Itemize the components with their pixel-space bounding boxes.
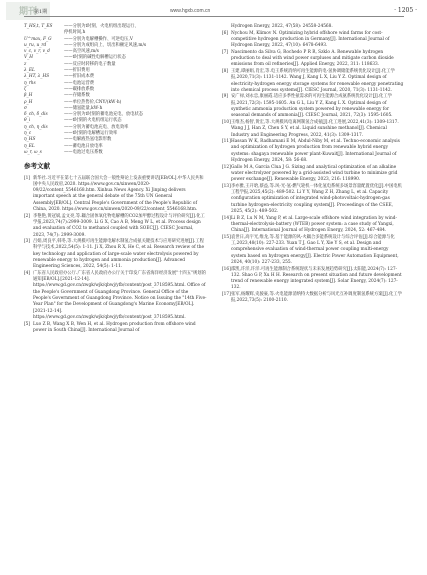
reference-number: [11]: [222, 139, 231, 145]
reference-number: [14]: [222, 215, 231, 221]
issue-label: 第1期: [34, 9, 48, 15]
reference-entry: [222, 94, 405, 119]
reference-list-left: [24, 176, 207, 335]
nomenclature-symbol: η_EL: [24, 143, 35, 149]
reference-number: [7]: [222, 49, 229, 55]
nomenclature-symbol: θ_i: [24, 118, 31, 124]
nomenclature-row: [24, 150, 207, 156]
reference-text: Hassan W K, Radhamani E M, Abdul-Niby M, et al. Techno-economic analysis and optimization of hydrogen production from renewable hybrid energy systems: shagaya renewable power plant-Kuwait[J]. International Journal of Hydrogen Energy, 2024, 58: 56-68.: [231, 139, 400, 164]
reference-entry: [24, 322, 207, 335]
nomenclature-symbol: U^max, F_G: [24, 36, 52, 42]
nomenclature-description: ——高空风速,m/s: [64, 49, 99, 55]
nomenclature-description: ——反应时转移的电子数量: [64, 61, 116, 67]
nomenclature-symbol: λ_EL: [24, 68, 35, 74]
reference-number: [1]: [24, 175, 31, 181]
reference-text: 广东省人民政府办公厅.广东省人民政府办公厅关于印发广东省海洋经济发展"十四五"规划的通知[EB/OL].[2021-12-14]. https://www.gd.gov.cn/zwgk/wjk/qbwj/yfb/content/post_3718595.html. Office of the People's Government of Guangdong Province. General Office of the People's Government of Guangdong Province. Notice on Issuing the "14th Five-Year Plan" for the Development of Guangdong's Marine Economy[EB/OL]. [2021-12-14]. https://www.gd.gov.cn/zwgk/wjk/qbwj/yfb/content/post_3718595.html.: [33, 270, 207, 320]
reference-text: 吕娟,周良平,韩冬,等.大规模可再生能源电解水制氢合成氨关键技术与应用研究进展[J].工程科学与技术,2022,54(5): 1-11. Ji X, Zhou R X, He C, et al. Research review of the key technology and application of large-scale water electrolysis powered by renewable energy to hydrogen and ammonia production[J]. Advanced Engineering Sciences, 2022, 54(5): 1-11.: [33, 239, 205, 270]
nomenclature-symbol: η_c: [24, 131, 32, 137]
reference-entry: [24, 214, 207, 239]
reference-number: [6]: [222, 30, 229, 36]
nomenclature-symbol: σ: [24, 105, 27, 111]
reference-text: Li B Z, Lu N M, Yang P, et al. Large-scale offshore wind integration by wind-thermal-electrolysis-battery (WTEB) power system: a case study of Yangxi, China[J]. International Journal of Hydrogen Energy, 2024, 52: 467-484.: [231, 215, 397, 234]
reference-entry: [24, 239, 207, 270]
reference-number: [9]: [222, 94, 229, 100]
reference-entry: [222, 31, 405, 50]
reference-entry: [24, 176, 207, 214]
reference-number: [2]: [24, 213, 31, 219]
reference-text: Nascimento da Silva G, Rochedo P R R, Szklo A. Renewable hydrogen production to deal with wind power surpluses and mitigate carbon dioxide emissions from oil refineries[J]. Applied Energy, 2022, 311: 118633.: [231, 49, 394, 68]
reference-entry: [222, 235, 405, 266]
nomenclature-symbol: u_ru, u_rd: [24, 42, 47, 48]
reference-number: [17]: [222, 292, 231, 298]
reference-entry: [222, 165, 405, 184]
nomenclature-symbol: δ_ch, δ_dis: [24, 112, 48, 118]
reference-entry: [222, 184, 405, 215]
nomenclature-description: ——电池运营费: [64, 80, 95, 86]
reference-number: [16]: [222, 266, 231, 272]
reference-text: 袁世日,高宇光,维龙,等.基于能源的风-火耦合多能系统设计与综合评估[J].综合能源与化工,2023,48(10): 227-233. Yuan T J, Gao L Y, Xie Y S, et al. Design and comprehensive evaluation of wind-thermal power coupling multi-energy system based on hydrogen energy[J]. Electric Power Automation Equipment, 2024, 40(10): 227-233, 255.: [231, 234, 399, 265]
nomenclature-symbol: η_rhs: [24, 80, 36, 86]
reference-text: 王建,谭丽娟,肖宏,等.电王系统消纳可再生能源的电-氢协调储能系统优化设计[J].化工学报,2020,71(3): 1131-1142. Wang J, Kang L X, Liu Y Z. Optimal design of electricity-hydrogen energy storage systems for renewable energy penetrating into chemical process systems[J]. CIESC Journal, 2020, 71(3): 1131-1142.: [231, 68, 404, 93]
reference-number: [12]: [222, 164, 231, 170]
nomenclature-symbol: λ_HT, λ_HS: [24, 74, 50, 80]
nomenclature-description: ——单位热售价,CNY/(kW·h): [64, 99, 122, 105]
nomenclature-description: ——折旧成本费: [64, 74, 95, 80]
reference-number: [4]: [24, 270, 31, 276]
reference-entry: [222, 120, 405, 139]
reference-text: 新华社.习近平在第七十五届联合国大会一般性辩论上发表重要讲话[EB/OL].中华人民共和国中央人民政府,2020. https://www.gov.cn/xinwen/2020-09/22/content_5546168.htm. Xinhua News Agency. Xi Jinping delivers important speech at the general debate of the 75th UN General Assembly[EB/OL]. Central People's Government of the People's Republic of China, 2020. https://www.gov.cn/xinwen/2020-09/22/content_5546168.htm.: [33, 175, 204, 213]
nomenclature-description: ——t时刻的电解槽运行效率: [64, 131, 118, 137]
reference-text: 李亦雅,王开晗,蔡益,等.风-光-氢-燃气轮机一体化氢电系统多场景容量配置优化[J].中国电机工程学报,2025,45(2): 489-502. Li Y Y, Wang Z H, Zhang L, et al. Capacity configuration optimization of integrated wind-photovoltaic-hydrogen-gas turbine hydrogen-electricity coupling system[J]. Proceedings of the CSEE, 2025, 45(2): 489-502.: [231, 183, 402, 214]
reference-number: [5]: [24, 321, 31, 327]
nomenclature-description: 停机时间,h: [64, 30, 86, 36]
nomenclature-description: ——折旧费用: [64, 68, 90, 74]
left-column: [24, 24, 207, 334]
reference-text: 张军,杨耀辉,史骏豪,等.火电能源消纳特大数据分析与风光互补调度制氢系统方案[J].化工学报,2022,73(5): 2100-2110.: [231, 292, 402, 304]
reference-text: 邵凯,许洋,许洋.可再生能源制合系统现状与未来发展趋势研究[J].太阳能,2024(7): 127-132. Shao G P, Xu H H. Research on present situation and future development trend of renewable energy integrated system[J]. Solar Energy, 2024(7): 127-132.: [231, 266, 402, 291]
reference-number: [8]: [222, 68, 229, 74]
nomenclature-description: ——碳排放系数: [64, 86, 95, 92]
nomenclature-symbol: ρ_H: [24, 99, 33, 105]
reference-list-right: [222, 24, 405, 305]
nomenclature-description: ——t时刻的火电机组运行状态: [64, 118, 122, 124]
right-column: [222, 24, 405, 305]
nomenclature-description: ——分别为电解槽操作、可逆电压,V: [64, 36, 133, 42]
nomenclature-symbol: η_ch, η_dis: [24, 124, 48, 130]
reference-number: [10]: [222, 119, 231, 125]
reference-text: Nychou M, Klimov N. Optimizing hybrid offshore wind farms for cost-competitive hydrogen production in Germany[J]. International Journal of Hydrogen Energy, 2022, 47(10): 6478-6493.: [231, 30, 390, 49]
header-rule: [24, 16, 404, 17]
reference-entry: [222, 24, 405, 30]
nomenclature-description: ——蓄电池日放电率: [64, 143, 103, 149]
nomenclature-description: ——分别为蓄电池充电、放电效率: [64, 124, 129, 130]
reference-text: Luo Z B, Wang X B, Wen H, et al. Hydrogen production from offshore wind power in South China[J]. International Journal of: [33, 321, 196, 333]
nomenclature-symbol: T_HS,t, T_ES: [24, 24, 53, 29]
reference-text: 安广禄,刘永忠,康丽霞.适应多季性氨需求的可再生能源合成氨系统优化设计[J].化工学报,2021,72(3): 1595-1605. An G L, Liu Y Z, Kang L X. Optimal design of synthetic ammonia production system powered by renewable energy for seasonal demands of ammonia[J]. CIESC Journal, 2021, 72(3): 1595-1605.: [231, 94, 393, 119]
nomenclature-description: ——分别为成组向上、切出和额定风速,m/s: [64, 42, 147, 48]
reference-entry: [222, 267, 405, 292]
reference-entry: [222, 216, 405, 235]
reference-entry: [222, 69, 405, 94]
nomenclature-symbol: η_HS: [24, 137, 36, 143]
nomenclature-description: ——电解液热氢电影形数: [64, 137, 112, 143]
nomenclature-description: ——分别为t时刻、火电机组出现运行、: [64, 24, 139, 29]
reference-text: 李艳艳,黄冠斌,孟文亮,等.耦合固体氧化物电解槽的CO2加甲醇过程设计与评价研究[J].化工学报,2023,74(7):2999-3009. Li G X, Cao A B, Meng W L, et al. Process design and evaluation of CO2 to methanol coupled with SOEC[J]. CIESC Journal, 2023, 74(7): 2999-3009.: [33, 213, 205, 238]
reference-number: [13]: [222, 183, 231, 189]
nomenclature-symbol: z: [24, 61, 27, 67]
nomenclature-list: [24, 24, 207, 156]
nomenclature-description: ——储氢能量,kW·h: [64, 105, 103, 111]
reference-number: [3]: [24, 239, 31, 245]
journal-url: www.hgxb.com.cn: [170, 8, 211, 14]
page-header: [0, 0, 427, 22]
reference-text: Gallo M A, Garcia Clua J G. Sizing and analytical optimization of an alkaline water electrolyzer powered by a grid-assisted wind turbine to minimize grid power exchange[J]. Renewable Energy, 2023, 216: 118990.: [231, 164, 398, 183]
nomenclature-symbol: V_H: [24, 55, 33, 61]
nomenclature-symbol: ω_r, ω_s: [24, 149, 42, 155]
reference-entry: [24, 271, 207, 321]
reference-number: [15]: [222, 234, 231, 240]
nomenclature-symbol: ζ: [24, 86, 27, 92]
reference-entry: [222, 139, 405, 164]
reference-text: 王维杰,杨智,黄宏,等.大规模风电离网制氢合成氨[J].化工进展,2022,41(3): 1309-1317. Wang J J, Han Z, Chen S Y, et al. Liquid sunshine methanol[J]. Chemical Industry and Engineering Progress, 2022, 41(3): 1309-1317.: [231, 119, 399, 138]
reference-text: Hydrogen Energy, 2022, 47(58): 24558-24568.: [231, 24, 333, 29]
nomenclature-symbol: v_c, v_r, v_d: [24, 49, 50, 55]
reference-entry: [222, 50, 405, 69]
nomenclature-symbol: β_H: [24, 93, 33, 99]
nomenclature-description: ——t时刻的碱性电解槽运行状态: [64, 55, 126, 61]
journal-logo: 期刊: [6, 2, 50, 20]
page-number: · 1205 ·: [394, 7, 417, 14]
references-heading: 参考文献: [24, 163, 50, 171]
nomenclature-description: ——电池过电压系数: [64, 149, 103, 155]
nomenclature-description: ——存储系数: [64, 93, 90, 99]
nomenclature-description: ——分别为t时刻的蓄电池充电、放电状态: [64, 112, 144, 118]
reference-entry: [222, 292, 405, 305]
